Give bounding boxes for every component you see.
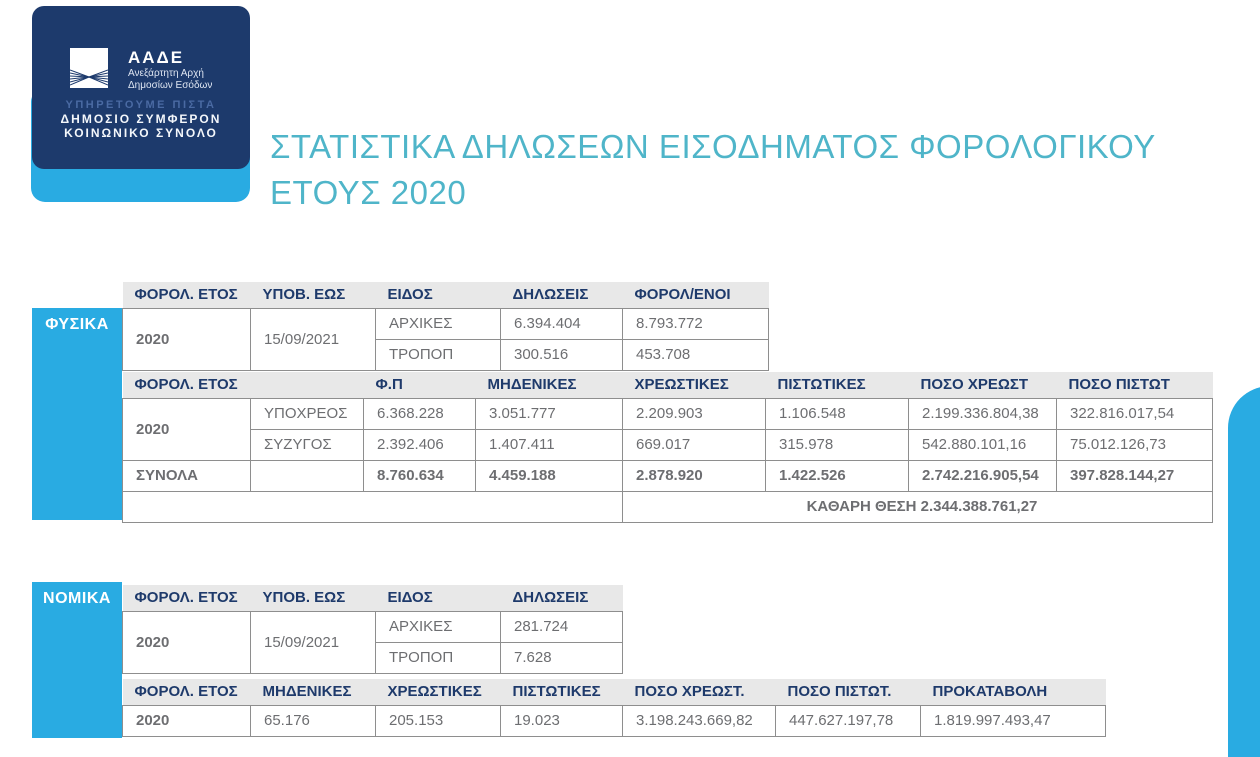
col-header: ΔΗΛΩΣΕΙΣ [501,282,623,308]
col-header: ΜΗΔΕΝΙΚΕΣ [476,372,623,398]
fysika-declarations-table [122,282,769,371]
col-header: ΕΙΔΟΣ [376,282,501,308]
header-row [123,282,769,308]
col-header: ΠΡΟΚΑΤΑΒΟΛΗ [921,679,1106,705]
cell-declarations: 300.516 [501,339,623,370]
cell-taxpayers: 8.793.772 [623,308,769,339]
cell-credit: 315.978 [766,429,909,460]
cell-credit-amount: 75.012.126,73 [1057,429,1213,460]
fysika-assessment-table [122,372,1213,523]
cell-debit-amount: 3.198.243.669,82 [623,705,776,736]
table-row [123,429,1213,460]
table-row [123,308,769,339]
cell-debit: 2.209.903 [623,398,766,429]
cell-declarations: 281.724 [501,611,623,642]
cell-credit-total: 1.422.526 [766,460,909,491]
cell-kind: ΑΡΧΙΚΕΣ [376,308,501,339]
col-header: ΦΟΡΟΛ. ΕΤΟΣ [123,585,251,611]
col-header: ΦΟΡΟΛ. ΕΤΟΣ [123,679,251,705]
cell-year: 2020 [123,398,251,460]
nomika-declarations-table [122,585,623,674]
cell-credit-amount: 447.627.197,78 [776,705,921,736]
cell-submit-until: 15/09/2021 [251,308,376,370]
cell-debit: 669.017 [623,429,766,460]
col-header: ΜΗΔΕΝΙΚΕΣ [251,679,376,705]
col-header: ΦΟΡΟΛ. ΕΤΟΣ [123,372,364,398]
col-header: ΠΙΣΤΩΤΙΚΕΣ [501,679,623,705]
cell-zero: 65.176 [251,705,376,736]
cell-kind: ΤΡΟΠΟΠ [376,339,501,370]
col-header: ΔΗΛΩΣΕΙΣ [501,585,623,611]
table-row [123,705,1106,736]
logo-acronym: ΑΑΔΕ [128,48,185,67]
cell-declarations: 7.628 [501,642,623,673]
col-header: ΠΟΣΟ ΧΡΕΩΣΤ [909,372,1057,398]
net-position-value: ΚΑΘΑΡΗ ΘΕΣΗ 2.344.388.761,27 [623,491,1213,522]
page-title-line2: ΕΤΟΥΣ 2020 [270,174,467,211]
section-tab-nomika: ΝΟΜΙΚΑ [32,582,122,738]
cell-credit: 19.023 [501,705,623,736]
cell-zero: 1.407.411 [476,429,623,460]
cell-submit-until: 15/09/2021 [251,611,376,673]
col-header: ΦΟΡΟΛ/ΕΝΟΙ [623,282,769,308]
col-header: ΠΙΣΤΩΤΙΚΕΣ [766,372,909,398]
cell-declarations: 6.394.404 [501,308,623,339]
cell-person-type: ΣΥΖΥΓΟΣ [251,429,364,460]
logo-subtitle [128,68,212,92]
cell-credit-amount-total: 397.828.144,27 [1057,460,1213,491]
cell-debit: 205.153 [376,705,501,736]
cell-year: 2020 [123,705,251,736]
page-title-line1: ΣΤΑΤΙΣΤΙΚΑ ΔΗΛΩΣΕΩΝ ΕΙΣΟΔΗΜΑΤΟΣ ΦΟΡΟΛΟΓΙΚΟΥ [270,128,1156,165]
header-row [123,585,623,611]
col-header: ΕΙΔΟΣ [376,585,501,611]
page-title [270,124,1210,216]
spacer-cell [123,491,623,522]
logo-motto-line2: ΔΗΜΟΣΙΟ ΣΥΜΦΕΡΟΝ [60,112,222,126]
cell-empty [251,460,364,491]
cell-taxpayers: 453.708 [623,339,769,370]
col-header: ΥΠΟΒ. ΕΩΣ [251,585,376,611]
cell-year: 2020 [123,308,251,370]
cell-fp-count: 2.392.406 [364,429,476,460]
col-header: ΠΟΣΟ ΧΡΕΩΣΤ. [623,679,776,705]
logo-subtitle-line1: Ανεξάρτητη Αρχή [128,68,204,79]
cell-fp-count: 6.368.228 [364,398,476,429]
logo-subtitle-line2: Δημοσίων Εσόδων [128,80,213,91]
totals-row [123,460,1213,491]
header-row [123,372,1213,398]
table-row [123,398,1213,429]
col-header: ΧΡΕΩΣΤΙΚΕΣ [623,372,766,398]
right-edge-decoration [1228,386,1260,757]
col-header: ΠΟΣΟ ΠΙΣΤΩΤ. [776,679,921,705]
cell-fp-count-total: 8.760.634 [364,460,476,491]
cell-credit-amount: 322.816.017,54 [1057,398,1213,429]
aade-logo-card [32,6,250,169]
cell-totals-label: ΣΥΝΟΛΑ [123,460,251,491]
open-book-icon [70,48,108,88]
cell-credit: 1.106.548 [766,398,909,429]
col-header: ΦΟΡΟΛ. ΕΤΟΣ [123,282,251,308]
cell-debit-amount: 542.880.101,16 [909,429,1057,460]
col-header: ΥΠΟΒ. ΕΩΣ [251,282,376,308]
cell-year: 2020 [123,611,251,673]
col-header: ΠΟΣΟ ΠΙΣΤΩΤ [1057,372,1213,398]
col-header: ΧΡΕΩΣΤΙΚΕΣ [376,679,501,705]
cell-person-type: ΥΠΟΧΡΕΟΣ [251,398,364,429]
cell-zero-total: 4.459.188 [476,460,623,491]
nomika-assessment-table [122,679,1106,737]
col-header: Φ.Π [364,372,476,398]
header-row [123,679,1106,705]
cell-advance-payment: 1.819.997.493,47 [921,705,1106,736]
section-tab-fysika: ΦΥΣΙΚΑ [32,308,122,520]
logo-motto-line3: ΚΟΙΝΩΝΙΚΟ ΣΥΝΟΛΟ [64,126,218,140]
cell-kind: ΤΡΟΠΟΠ [376,642,501,673]
cell-kind: ΑΡΧΙΚΕΣ [376,611,501,642]
logo-motto-line1: ΥΠΗΡΕΤΟΥΜΕ ΠΙΣΤΑ [65,99,217,111]
cell-debit-amount-total: 2.742.216.905,54 [909,460,1057,491]
cell-zero: 3.051.777 [476,398,623,429]
table-row [123,611,623,642]
cell-debit-amount: 2.199.336.804,38 [909,398,1057,429]
cell-debit-total: 2.878.920 [623,460,766,491]
net-position-row [123,491,1213,522]
